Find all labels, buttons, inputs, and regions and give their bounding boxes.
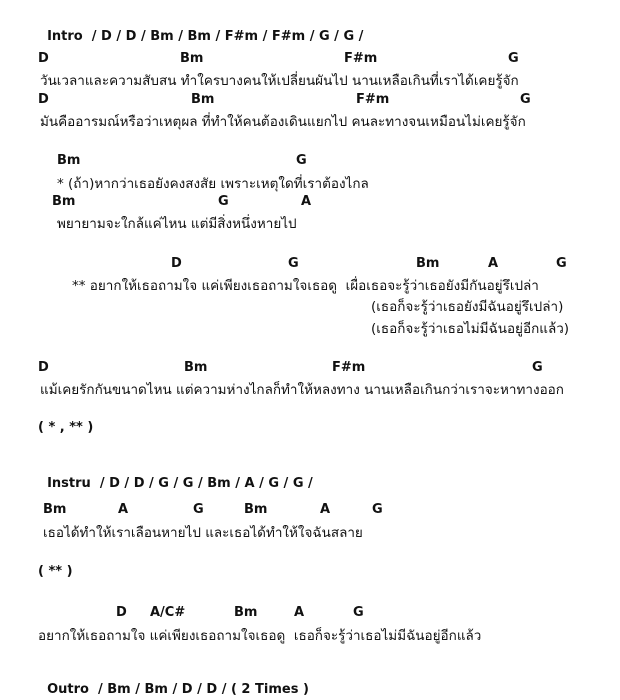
- chord: D: [38, 360, 49, 375]
- chord: Bm: [191, 92, 215, 107]
- instru-progression: / D / D / G / G / Bm / A / G / G /: [99, 476, 313, 491]
- chorus-lyric: ** อยากให้เธอถามใจ แค่เพียงเธอถามใจเธอดู เผื่อเธอจะรู้ว่าเธอยังมีกันอยู่รึเปล่า: [72, 278, 539, 294]
- verse2-lyric: แม้เคยรักกันขนาดไหน แต่ความห่างไกลก็ทำให้หลงทาง นานเหลือเกินกว่าเราจะหาทางออก: [40, 382, 564, 398]
- outro-line: [38, 667, 309, 697]
- verse1-lyric-2: มันคืออารมณ์หรือว่าเหตุผล ที่ทำให้คนต้องเดินแยกไป คนละทางจนเหมือนไม่เคยรู้จัก: [40, 114, 526, 130]
- chord: A/C#: [150, 605, 186, 620]
- chord: D: [38, 92, 49, 107]
- intro-line: [38, 14, 363, 44]
- chord: D: [38, 51, 49, 66]
- chord: Bm: [43, 502, 67, 517]
- chord: Bm: [57, 153, 81, 168]
- chorus-alt-lyric-1: (เธอก็จะรู้ว่าเธอยังมีฉันอยู่รึเปล่า): [371, 299, 564, 315]
- chord: Bm: [416, 256, 440, 271]
- ending-lyric: อยากให้เธอถามใจ แค่เพียงเธอถามใจเธอดู เธอก็จะรู้ว่าเธอไม่มีฉันอยู่อีกแล้ว: [38, 628, 482, 644]
- outro-progression: / Bm / Bm / D / D / ( 2 Times ): [98, 682, 309, 697]
- chord: G: [193, 502, 204, 517]
- chord: A: [488, 256, 499, 271]
- chord: F#m: [356, 92, 390, 107]
- prechorus-lyric-1: * (ถ้า)หากว่าเธอยังคงสงสัย เพราะเหตุใดที่เราต้องไกล: [57, 176, 369, 192]
- chord: G: [296, 153, 307, 168]
- chord: Bm: [244, 502, 268, 517]
- instru-label: Instru: [47, 476, 91, 491]
- prechorus-lyric-2: พยายามจะใกล้แค่ไหน แต่มีสิ่งหนึ่งหายไป: [57, 216, 297, 232]
- chord: G: [372, 502, 383, 517]
- chord: G: [556, 256, 567, 271]
- chord: G: [520, 92, 531, 107]
- outro-label: Outro: [47, 682, 89, 697]
- instru-line: [38, 461, 313, 491]
- chord: G: [218, 194, 229, 209]
- chorus-alt-lyric-2: (เธอก็จะรู้ว่าเธอไม่มีฉันอยู่อีกแล้ว): [371, 321, 570, 337]
- chord: G: [532, 360, 543, 375]
- intro-progression: / D / D / Bm / Bm / F#m / F#m / G / G /: [91, 29, 364, 44]
- verse1-lyric-1: วันเวลาและความสับสน ทำใครบางคนให้เปลี่ยนผันไป นานเหลือเกินที่เราได้เคยรู้จัก: [40, 73, 519, 89]
- repeat-marker-2: ( ** ): [38, 564, 73, 579]
- chord: Bm: [184, 360, 208, 375]
- chord: Bm: [180, 51, 204, 66]
- chord: A: [294, 605, 305, 620]
- chord: F#m: [332, 360, 366, 375]
- chord: G: [288, 256, 299, 271]
- chord: F#m: [344, 51, 378, 66]
- chord: Bm: [234, 605, 258, 620]
- bridge-lyric: เธอได้ทำให้เราเลือนหายไป และเธอได้ทำให้ใจฉันสลาย: [43, 525, 363, 541]
- chord: A: [118, 502, 129, 517]
- chord: G: [353, 605, 364, 620]
- chord: Bm: [52, 194, 76, 209]
- chord: D: [116, 605, 127, 620]
- intro-label: Intro: [47, 29, 83, 44]
- repeat-marker-1: ( * , ** ): [38, 420, 94, 435]
- chord: A: [320, 502, 331, 517]
- chord: D: [171, 256, 182, 271]
- chord: A: [301, 194, 312, 209]
- chord: G: [508, 51, 519, 66]
